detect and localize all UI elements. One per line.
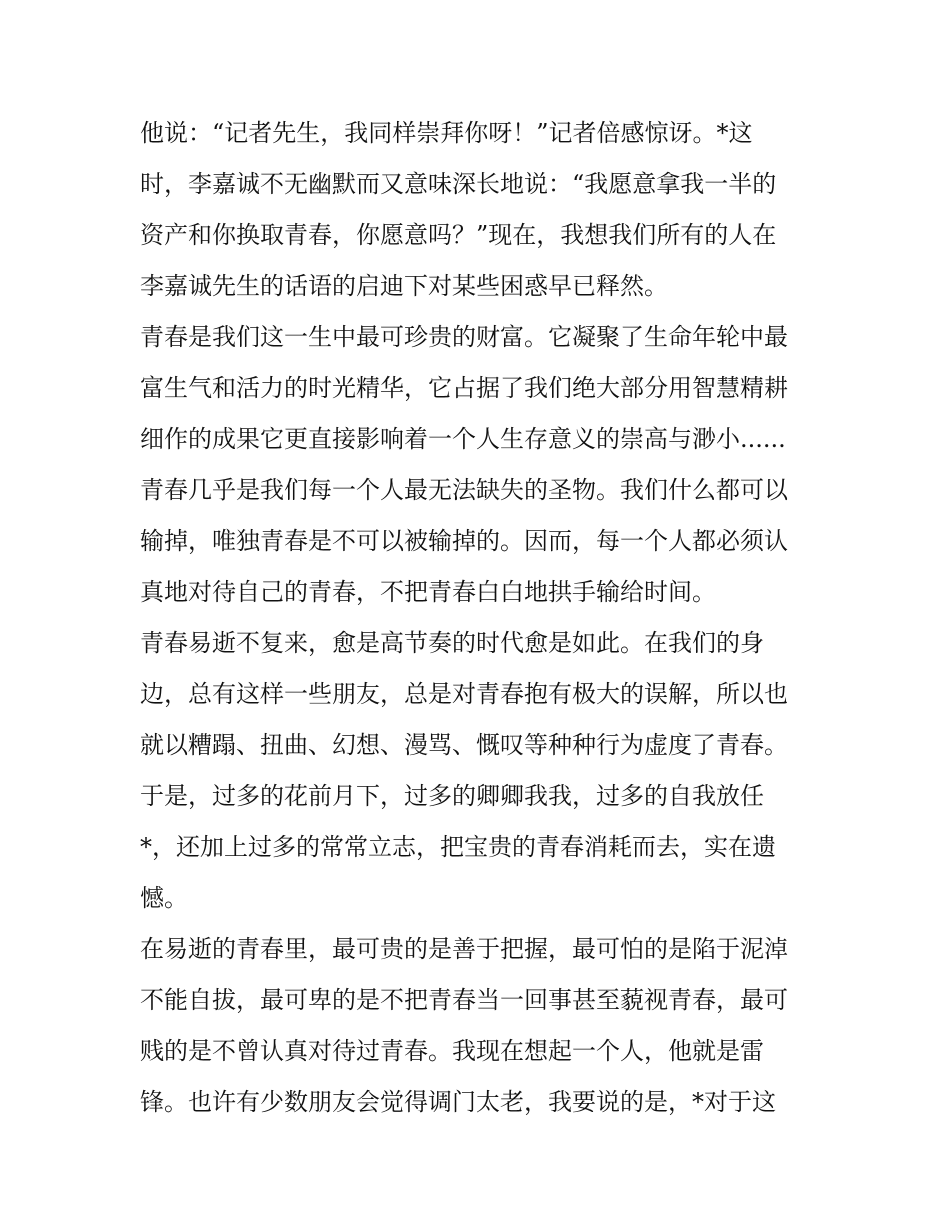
text-line: 在易逝的青春里，最可贵的是善于把握，最可怕的是陷于泥淖: [140, 935, 788, 963]
text-line: 青春几乎是我们每一个人最无法缺失的圣物。我们什么都可以: [140, 476, 788, 504]
document-body: [140, 108, 820, 1128]
text-line: 不能自拔，最可卑的是不把青春当一回事甚至藐视青春，最可: [140, 986, 788, 1014]
text-line: 富生气和活力的时光精华，它占据了我们绝大部分用智慧精耕: [140, 374, 788, 402]
text-line: 青春是我们这一生中最可珍贵的财富。它凝聚了生命年轮中最: [140, 323, 788, 351]
text-line: 时，李嘉诚不无幽默而又意味深长地说：“我愿意拿我一半的: [140, 170, 777, 198]
text-line: 锋。也许有少数朋友会觉得调门太老，我要说的是，*对于这: [140, 1088, 776, 1116]
text-line: *，还加上过多的常常立志，把宝贵的青春消耗而去，实在遗: [140, 833, 776, 861]
text-line: 输掉，唯独青春是不可以被输掉的。因而，每一个人都必须认: [140, 527, 788, 555]
text-line: 于是，过多的花前月下，过多的卿卿我我，过多的自我放任: [140, 782, 764, 810]
text-line: 青春易逝不复来，愈是高节奏的时代愈是如此。在我们的身: [140, 629, 764, 657]
text-line: 真地对待自己的青春，不把青春白白地拱手输给时间。: [140, 578, 716, 606]
text-line: 李嘉诚先生的话语的启迪下对某些困惑早已释然。: [140, 272, 668, 300]
text-line: 边，总有这样一些朋友，总是对青春抱有极大的误解，所以也: [140, 680, 788, 708]
text-line: 他说：“记者先生，我同样崇拜你呀！”记者倍感惊讶。*这: [140, 119, 753, 147]
text-line: 憾。: [140, 884, 188, 912]
text-line: 就以糟蹋、扭曲、幻想、漫骂、慨叹等种种行为虚度了青春。: [140, 731, 788, 759]
text-line: 贱的是不曾认真对待过青春。我现在想起一个人，他就是雷: [140, 1037, 764, 1065]
text-line: 资产和你换取青春，你愿意吗？”现在，我想我们所有的人在: [140, 221, 777, 249]
text-line: 细作的成果它更直接影响着一个人生存意义的崇高与渺小......: [140, 425, 786, 453]
